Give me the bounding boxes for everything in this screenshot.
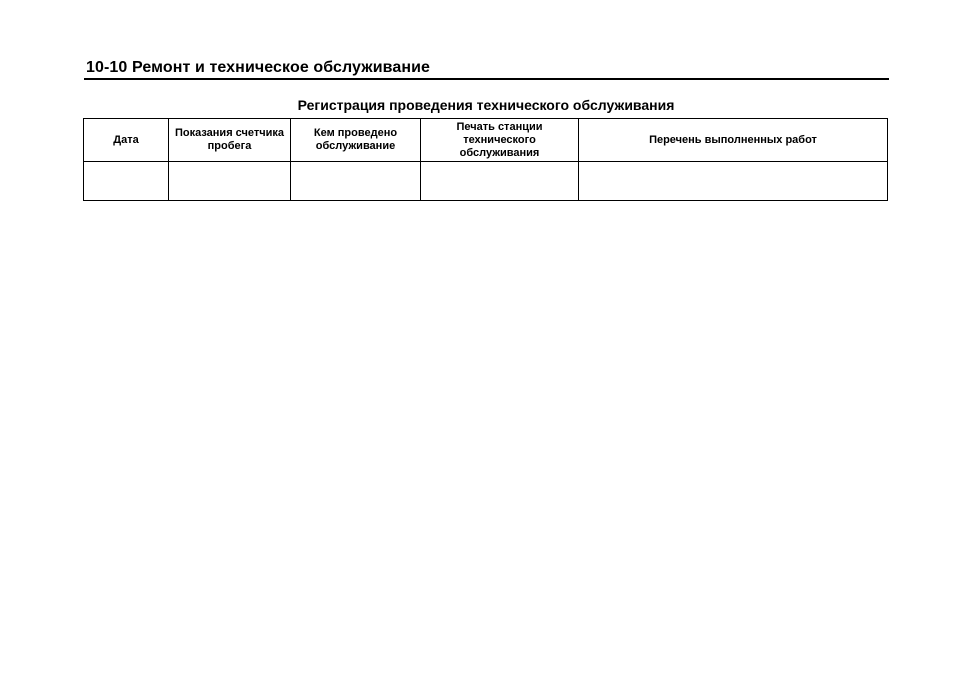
maintenance-log-table [83, 118, 888, 201]
page-header [84, 58, 889, 80]
column-header-performed-by: Кем проведено обслуживание [291, 119, 421, 162]
table-row [84, 162, 888, 201]
column-header-station-stamp: Печать станции технического обслуживания [421, 119, 579, 162]
table-header-row [84, 119, 888, 162]
cell-odometer[interactable] [169, 162, 291, 201]
cell-station-stamp[interactable] [421, 162, 579, 201]
section-title: 10-10 Ремонт и техническое обслуживание [86, 59, 431, 76]
column-header-date: Дата [84, 119, 169, 162]
table-title: Регистрация проведения технического обслуживания [297, 97, 675, 113]
cell-date[interactable] [84, 162, 169, 201]
column-header-odometer: Показания счетчика пробега [169, 119, 291, 162]
cell-performed-by[interactable] [291, 162, 421, 201]
column-header-work-list: Перечень выполненных работ [579, 119, 888, 162]
cell-work-list[interactable] [579, 162, 888, 201]
